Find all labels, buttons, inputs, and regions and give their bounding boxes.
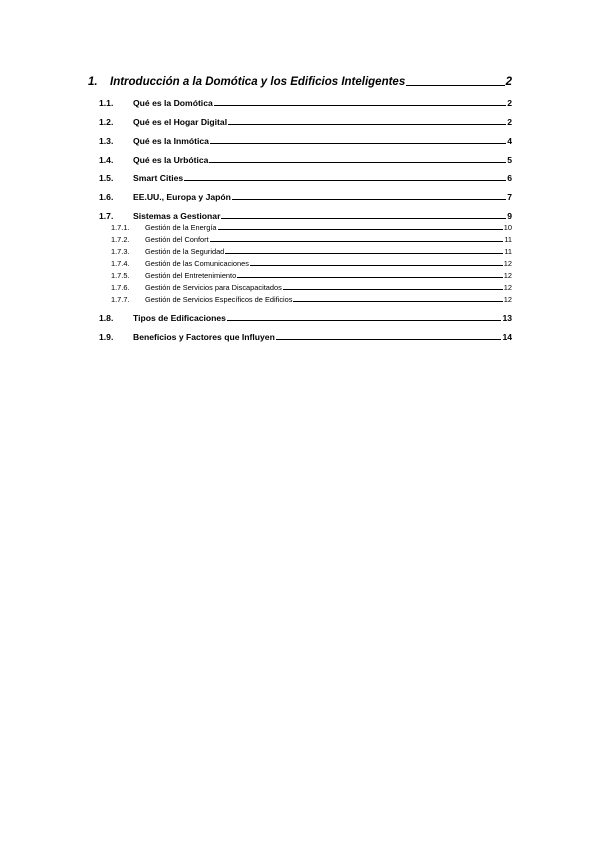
toc-page: 12 [503,295,512,304]
toc-number: 1.5. [99,173,114,183]
toc-number: 1.6. [99,192,114,202]
toc-leader [250,265,503,266]
toc-title: Smart Cities [133,173,184,183]
toc-title: Gestión de Servicios para Discapacitados [145,283,282,292]
toc-subitem-1-7-5[interactable] [111,271,512,280]
toc-subitem-1-7-1[interactable] [111,223,512,232]
toc-title: Qué es la Inmótica [133,136,209,146]
toc-title: Gestión de Servicios Específicos de Edificios [145,295,293,304]
toc-title: Qué es la Domótica [133,98,213,108]
toc-leader [184,180,506,181]
toc-heading[interactable] [88,76,512,88]
toc-page: 2 [505,76,512,88]
toc-title: EE.UU., Europa y Japón [133,192,231,202]
toc-number: 1.9. [99,332,114,342]
toc-item-1-4[interactable] [99,155,512,165]
toc-page: 5 [507,155,512,165]
toc-page: 9 [507,211,512,221]
toc-page: 10 [503,223,512,232]
toc-item-1-6[interactable] [99,192,512,202]
toc-number: 1. [88,76,98,88]
toc-page: 14 [502,332,512,342]
toc-page: 11 [504,247,512,256]
toc-subitem-1-7-4[interactable] [111,259,512,268]
toc-item-1-9[interactable] [99,332,512,342]
toc-title: Gestión de la Energía [145,223,217,232]
toc-leader [218,229,503,230]
toc-number: 1.7.4. [111,259,130,268]
toc-number: 1.7.7. [111,295,130,304]
toc-number: 1.7.6. [111,283,130,292]
toc-leader [228,124,506,125]
toc-title: Gestión del Confort [145,235,209,244]
toc-number: 1.7.2. [111,235,130,244]
toc-leader [237,277,503,278]
toc-leader [227,320,501,321]
toc-number: 1.7.5. [111,271,130,280]
toc-subitem-1-7-6[interactable] [111,283,512,292]
toc-number: 1.7.1. [111,223,130,232]
toc-page: 7 [507,192,512,202]
toc-subitem-1-7-2[interactable] [111,235,512,244]
toc-number: 1.1. [99,98,114,108]
toc-page: 13 [502,313,512,323]
toc-leader [214,105,506,106]
toc-item-1-1[interactable] [99,98,512,108]
toc-number: 1.7.3. [111,247,130,256]
toc-leader [210,241,504,242]
toc-page: 12 [503,271,512,280]
toc-leader [276,339,502,340]
toc-title: Sistemas a Gestionar [133,211,221,221]
toc-leader [283,289,503,290]
toc-leader [209,162,506,163]
toc-title: Qué es la Urbótica [133,155,209,165]
toc-item-1-5[interactable] [99,173,512,183]
toc-item-1-7[interactable] [99,211,512,221]
toc-number: 1.2. [99,117,114,127]
toc-number: 1.7. [99,211,114,221]
toc-page: 2 [507,117,512,127]
toc-item-1-3[interactable] [99,136,512,146]
toc-page: 12 [503,259,512,268]
toc-page: 6 [507,173,512,183]
toc-leader [232,199,506,200]
toc-title: Qué es el Hogar Digital [133,117,228,127]
toc-number: 1.8. [99,313,114,323]
toc-number: 1.4. [99,155,114,165]
toc-subitem-1-7-7[interactable] [111,295,512,304]
toc-title: Introducción a la Domótica y los Edificios Inteligentes [110,76,406,88]
toc-title: Gestión de las Comunicaciones [145,259,249,268]
toc-page: 12 [503,283,512,292]
toc-leader [293,301,502,302]
toc-title: Tipos de Edificaciones [133,313,226,323]
toc-leader [225,253,503,254]
toc-title: Gestión de la Seguridad [145,247,225,256]
toc-number: 1.3. [99,136,114,146]
toc-subitem-1-7-3[interactable] [111,247,512,256]
toc-leader [210,143,506,144]
toc-item-1-8[interactable] [99,313,512,323]
toc-title: Gestión del Entretenimiento [145,271,237,280]
toc-leader [406,85,504,86]
toc-item-1-2[interactable] [99,117,512,127]
toc-page: 11 [504,235,512,244]
toc-leader [221,218,506,219]
toc-page: 4 [507,136,512,146]
toc-title: Beneficios y Factores que Influyen [133,332,275,342]
toc-page: 2 [507,98,512,108]
